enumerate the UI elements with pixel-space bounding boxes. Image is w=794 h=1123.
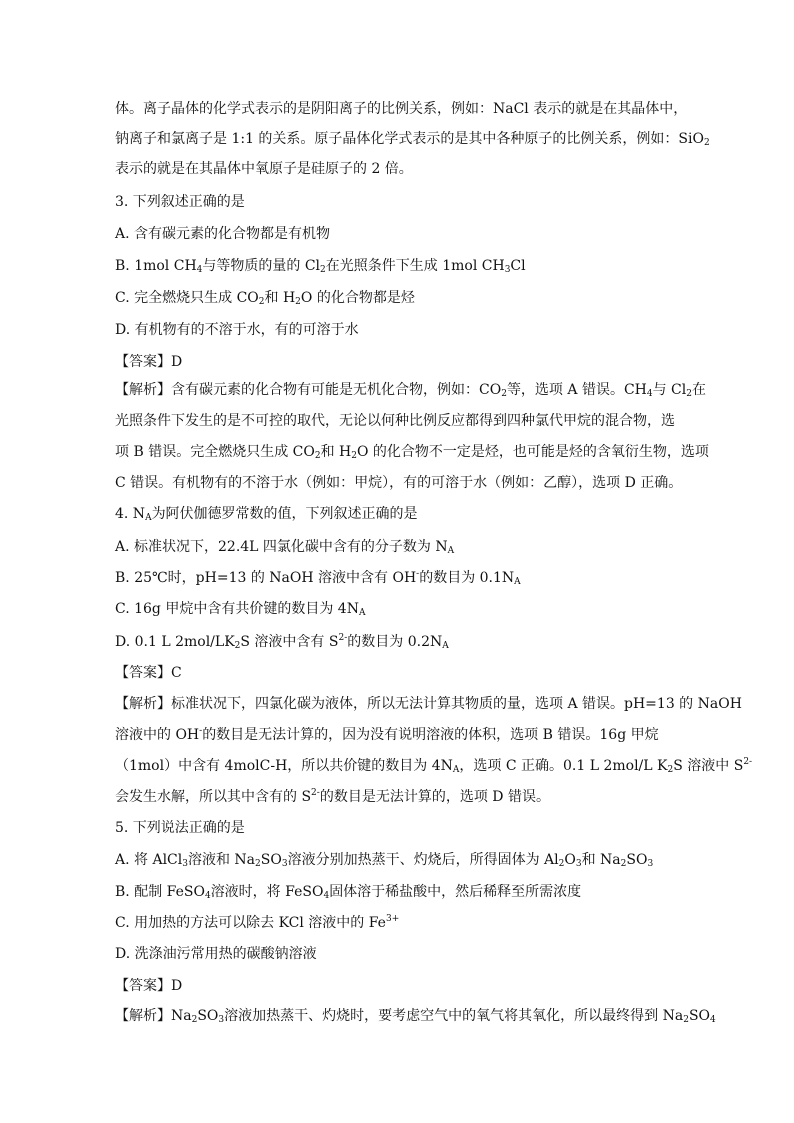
text-segment: 与等物质的量的 Cl xyxy=(202,258,321,274)
subscript: 3 xyxy=(182,859,188,869)
text-line xyxy=(115,256,675,276)
subscript: 3 xyxy=(281,859,288,869)
text-line xyxy=(115,411,675,431)
subscript: 2 xyxy=(667,765,674,775)
text-segment: A. 将 AlCl xyxy=(115,852,183,868)
text-segment: SO xyxy=(688,1008,711,1024)
text-segment: ，选项 C 正确。0.1 L 2mol/L K xyxy=(459,758,668,774)
text-segment: SO xyxy=(260,852,282,868)
text-segment: 溶液加热蒸干、灼烧时，要考虑空气中的氧气将其氧化，所以最终得到 Na xyxy=(224,1008,684,1024)
subscript: 2 xyxy=(686,389,692,399)
text-segment: 3. 下列叙述正确的是 xyxy=(115,194,245,210)
text-segment: S 溶液中 S xyxy=(673,758,744,774)
text-segment: 【解析】含有碳元素的化合物有可能是无机化合物，例如：CO xyxy=(115,382,502,398)
text-line xyxy=(115,663,675,683)
text-segment: 体。离子晶体的化学式表示的是阴阳离子的比例关系，例如：NaCl 表示的就是在其晶体中， xyxy=(115,101,688,117)
superscript: 2- xyxy=(311,788,320,798)
text-segment: B. 1mol CH xyxy=(115,258,197,274)
subscript: 2 xyxy=(501,389,507,399)
text-line xyxy=(115,159,675,179)
text-line xyxy=(115,725,675,745)
text-line xyxy=(115,694,742,714)
text-line xyxy=(115,599,675,619)
text-segment: 的数目是无法计算的，因为没有说明溶液的体积，选项 B 错误。16g 甲烷 xyxy=(202,727,659,743)
text-segment: A. 含有碳元素的化合物都是有机物 xyxy=(115,226,331,242)
text-segment: 【解析】Na xyxy=(115,1008,192,1024)
subscript: 2 xyxy=(351,451,357,461)
text-segment: 溶液和 Na xyxy=(187,852,256,868)
subscript: 3 xyxy=(647,859,654,869)
subscript: 3 xyxy=(218,1015,225,1025)
superscript: 2- xyxy=(338,633,348,643)
text-segment: 的数目为 0.2N xyxy=(347,634,443,650)
text-line xyxy=(115,913,675,933)
subscript: 2 xyxy=(314,451,321,461)
subscript: 3 xyxy=(575,859,582,869)
text-segment: 的数目为 0.1N xyxy=(419,570,515,586)
text-line xyxy=(115,99,688,119)
text-line xyxy=(115,352,675,372)
text-segment: SO xyxy=(626,852,648,868)
text-segment: B. 25℃时，pH=13 的 NaOH 溶液中含有 OH xyxy=(115,570,417,586)
text-segment: 与 Cl xyxy=(652,382,687,398)
text-line xyxy=(115,568,675,588)
text-segment: C. 完全燃烧只生成 CO xyxy=(115,290,259,306)
text-segment: 4. N xyxy=(115,506,146,522)
subscript: 3 xyxy=(504,265,511,275)
text-segment: C 错误。有机物有的不溶于水（例如：甲烷），有的可溶于水（例如：乙醇），选项 D 正确。 xyxy=(115,475,683,491)
text-line xyxy=(115,129,710,149)
text-segment: 钠离子和氯离子是 1:1 的关系。原子晶体化学式表示的是其中各种原子的比例关系，例如：SiO xyxy=(115,131,704,147)
text-line xyxy=(115,288,675,308)
text-line xyxy=(115,473,683,493)
superscript: - xyxy=(199,726,203,736)
subscript: 2 xyxy=(255,859,261,869)
text-line xyxy=(115,380,706,400)
text-segment: 和 H xyxy=(264,290,296,306)
text-line xyxy=(115,320,675,340)
text-segment: 【解析】标准状况下，四氯化碳为液体，所以无法计算其物质的量，选项 A 错误。pH=13 的 NaOH xyxy=(115,696,742,712)
text-line xyxy=(115,850,675,870)
subscript: A xyxy=(145,513,152,523)
text-segment: C. 用加热的方法可以除去 KCl 溶液中的 Fe xyxy=(115,915,386,931)
text-segment: O 的化合物不一定是烃，也可能是烃的含氧衍生物，选项 xyxy=(356,444,709,460)
text-segment: B. 配制 FeSO xyxy=(115,884,205,900)
text-segment: O 的化合物都是烃 xyxy=(300,290,415,306)
subscript: 2 xyxy=(191,1015,198,1025)
text-line xyxy=(115,944,675,964)
text-segment: A. 标准状况下，22.4L 四氯化碳中含有的分子数为 N xyxy=(115,539,448,555)
subscript: 2 xyxy=(295,297,301,307)
text-segment: 【答案】D xyxy=(115,354,183,370)
text-segment: 和 H xyxy=(320,444,352,460)
text-line xyxy=(115,882,675,902)
text-segment: 表示的就是在其晶体中氧原子是硅原子的 2 倍。 xyxy=(115,161,413,177)
text-line xyxy=(115,1006,716,1026)
subscript: A xyxy=(514,577,521,587)
subscript: 4 xyxy=(646,389,653,399)
text-line xyxy=(115,818,675,838)
text-segment: 项 B 错误。完全燃烧只生成 CO xyxy=(115,444,315,460)
text-segment: S 溶液中含有 S xyxy=(240,634,339,650)
text-line xyxy=(115,756,753,776)
text-segment: 溶液中的 OH xyxy=(115,727,200,743)
text-segment: D. 0.1 L 2mol/LK xyxy=(115,634,235,650)
superscript: 2- xyxy=(743,757,753,767)
subscript: 4 xyxy=(323,891,330,901)
text-segment: 为阿伏伽德罗常数的值，下列叙述正确的是 xyxy=(151,506,418,522)
text-segment: 溶液分别加热蒸干、灼烧后，所得固体为 Al xyxy=(287,852,559,868)
text-line xyxy=(115,192,675,212)
subscript: 2 xyxy=(234,641,241,651)
subscript: 2 xyxy=(258,297,265,307)
text-line xyxy=(115,537,675,557)
subscript: A xyxy=(358,608,366,618)
text-segment: 在 xyxy=(691,382,706,398)
text-segment: 和 Na xyxy=(581,852,621,868)
subscript: A xyxy=(447,546,455,556)
subscript: 4 xyxy=(710,1015,716,1025)
text-segment: 固体溶于稀盐酸中，然后稀释至所需浓度 xyxy=(329,884,582,900)
text-segment: Cl xyxy=(510,258,526,274)
text-segment: C. 16g 甲烷中含有共价键的数目为 4N xyxy=(115,601,359,617)
text-line xyxy=(115,442,709,462)
subscript: 2 xyxy=(320,265,326,275)
subscript: 4 xyxy=(196,265,203,275)
superscript: - xyxy=(416,569,420,579)
text-segment: 【答案】C xyxy=(115,665,182,681)
text-segment: D. 洗涤油污常用热的碳酸钠溶液 xyxy=(115,946,317,962)
subscript: 2 xyxy=(683,1015,689,1025)
text-segment: D. 有机物有的不溶于水，有的可溶于水 xyxy=(115,322,359,338)
text-segment: 在光照条件下生成 1mol CH xyxy=(325,258,505,274)
text-segment: 等，选项 A 错误。CH xyxy=(506,382,647,398)
text-line xyxy=(115,787,675,807)
text-line xyxy=(115,504,675,524)
subscript: A xyxy=(442,641,449,651)
text-segment: 会发生水解，所以其中含有的 S xyxy=(115,789,312,805)
text-segment: 光照条件下发生的是不可控的取代，无论以何种比例反应都得到四种氯代甲烷的混合物，选 xyxy=(115,413,675,429)
subscript: 4 xyxy=(204,891,211,901)
superscript: 3+ xyxy=(385,914,400,924)
text-line xyxy=(115,976,675,996)
text-line xyxy=(115,632,675,652)
text-segment: 溶液时，将 FeSO xyxy=(210,884,324,900)
text-line xyxy=(115,224,675,244)
subscript: 2 xyxy=(558,859,565,869)
text-segment: 5. 下列说法正确的是 xyxy=(115,820,245,836)
subscript: 2 xyxy=(703,138,710,148)
subscript: 2 xyxy=(620,859,627,869)
text-segment: O xyxy=(564,852,576,868)
text-segment: （1mol）中含有 4molC-H，所以共价键的数目为 4N xyxy=(115,758,453,774)
subscript: A xyxy=(452,765,460,775)
text-segment: 的数目是无法计算的，选项 D 错误。 xyxy=(319,789,550,805)
text-segment: 【答案】D xyxy=(115,978,183,994)
text-segment: SO xyxy=(197,1008,219,1024)
